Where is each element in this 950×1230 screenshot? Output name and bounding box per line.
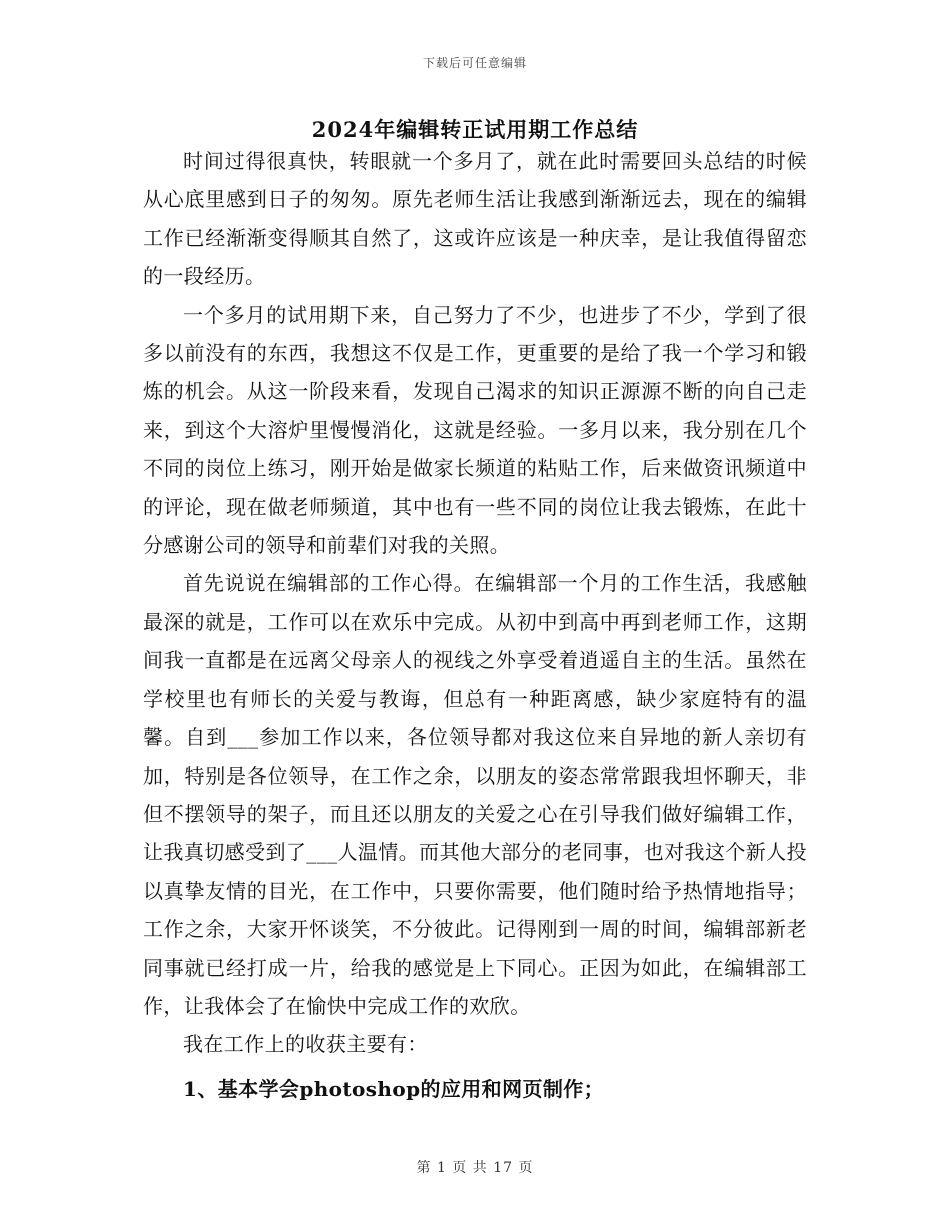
paragraph-probation: 一个多月的试用期下来，自己努力了不少，也进步了不少，学到了很多以前没有的东西，我想这不仅是工作，更重要的是给了我一个学习和锻炼的机会。从这一阶段来看，发现自己渴求的知识正源源不断的向自己走来，到这个大溶炉里慢慢消化，这就是经验。一多月以来，我分别在几个不同的岗位上练习，刚开始是做家长频道的粘贴工作，后来做资讯频道中的评论，现在做老师频道，其中也有一些不同的岗位让我去锻炼，在此十分感谢公司的领导和前辈们对我的关照。 [143, 302, 807, 558]
document-body [143, 142, 807, 1108]
paragraph-gains-heading: 我在工作上的收获主要有： [183, 1032, 428, 1057]
paragraph-editorial-experience: 首先说说在编辑部的工作心得。在编辑部一个月的工作生活，我感触最深的就是，工作可以在欢乐中完成。从初中到高中再到老师工作，这期间我一直都是在远离父母亲人的视线之外享受着逍遥自主的生活。虽然在学校里也有师长的关爱与教诲，但总有一种距离感，缺少家庭特有的温馨。自到___参加工作以来，各位领导都对我这位来自异地的新人亲切有加，特别是各位领导，在工作之余，以朋友的姿态常常跟我坦怀聊天，非但不摆领导的架子，而且还以朋友的关爱之心在引导我们做好编辑工作，让我真切感受到了___人温情。而其他大部分的老同事，也对我这个新人投以真挚友情的目光，在工作中，只要你需要，他们随时给予热情地指导；工作之余，大家开怀谈笑，不分彼此。记得刚到一周的时间，编辑部新老同事就已经打成一片，给我的感觉是上下同心。正因为如此，在编辑部工作，让我体会了在愉快中完成工作的欢欣。 [143, 571, 807, 1018]
paragraph-intro: 时间过得很真快，转眼就一个多月了，就在此时需要回头总结的时候从心底里感到日子的匆匆。原先老师生活让我感到渐渐远去，现在的编辑工作已经渐渐变得顺其自然了，这或许应该是一种庆幸，是让我值得留恋的一段经历。 [143, 149, 807, 289]
paragraph-gain-item-1: 1、基本学会photoshop的应用和网页制作； [183, 1076, 605, 1101]
document-title: 2024年编辑转正试用期工作总结 [311, 117, 639, 142]
header-note: 下载后可任意编辑 [422, 56, 527, 70]
page-number-footer: 第 1 页 共 17 页 [416, 1160, 534, 1176]
